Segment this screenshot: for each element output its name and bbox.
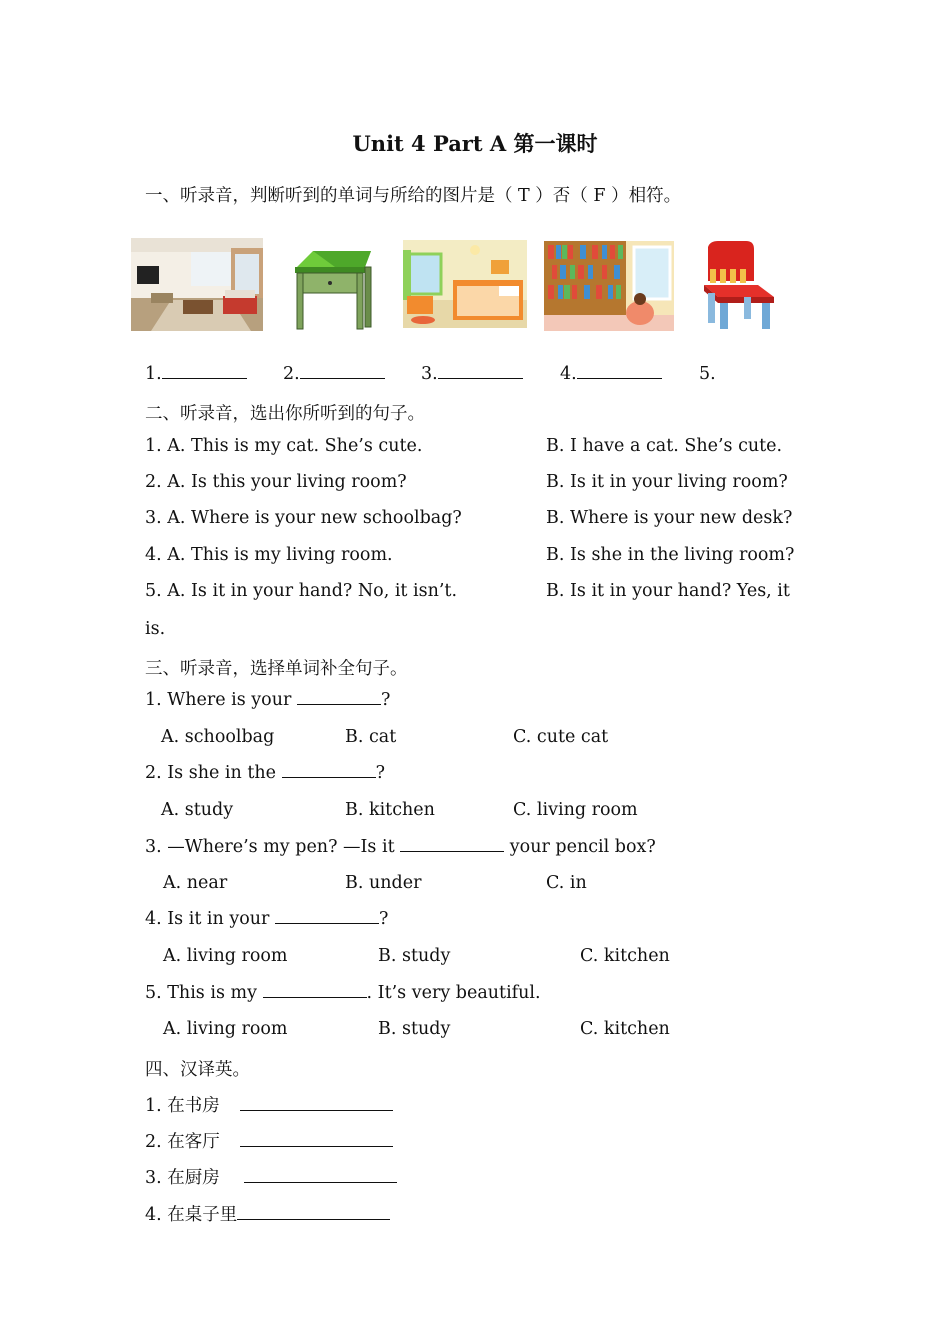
chair-picture-icon	[700, 239, 776, 331]
desk-picture-icon	[289, 249, 375, 331]
s3-question-3: 3. —Where’s my pen? —Is it your pencil box?	[145, 837, 656, 857]
answer-4[interactable]: 4.	[560, 364, 662, 384]
s2-q2-option-a[interactable]: 2. A. Is this your living room?	[145, 472, 407, 492]
s3-q1-option-b[interactable]: B. cat	[345, 727, 397, 747]
s2-q4-option-b[interactable]: B. Is she in the living room?	[546, 545, 795, 565]
s4-item-3[interactable]: 3. 在厨房	[145, 1164, 397, 1189]
section2-heading: 二、听录音，选出你所听到的句子。	[145, 404, 425, 424]
s3-q1-option-a[interactable]: A. schoolbag	[161, 727, 275, 747]
answer-1[interactable]: 1.	[145, 364, 247, 384]
s3-question-4: 4. Is it in your ?	[145, 909, 389, 929]
s2-q4-option-a[interactable]: 4. A. This is my living room.	[145, 545, 393, 565]
s3-q2-option-b[interactable]: B. kitchen	[345, 800, 435, 820]
s2-q3-option-b[interactable]: B. Where is your new desk?	[546, 508, 793, 528]
s2-q1-option-a[interactable]: 1. A. This is my cat. She’s cute.	[145, 436, 423, 456]
s2-q3-option-a[interactable]: 3. A. Where is your new schoolbag?	[145, 508, 462, 528]
s3-question-1: 1. Where is your ?	[145, 690, 391, 710]
study-picture-icon	[544, 241, 674, 331]
page-title: Unit 4 Part A 第一课时	[352, 131, 598, 156]
answer-2[interactable]: 2.	[283, 364, 385, 384]
s3-q3-option-a[interactable]: A. near	[163, 873, 228, 893]
s3-question-5: 5. This is my . It’s very beautiful.	[145, 983, 541, 1003]
s3-q5-option-c[interactable]: C. kitchen	[580, 1019, 670, 1039]
s3-q4-option-a[interactable]: A. living room	[163, 946, 288, 966]
s3-q3-option-b[interactable]: B. under	[345, 873, 422, 893]
s2-q1-option-b[interactable]: B. I have a cat. She’s cute.	[546, 436, 783, 456]
section4-heading: 四、汉译英。	[145, 1060, 250, 1080]
s4-item-4[interactable]: 4. 在桌子里	[145, 1201, 390, 1226]
s3-q4-option-b[interactable]: B. study	[378, 946, 451, 966]
s3-q2-option-c[interactable]: C. living room	[513, 800, 638, 820]
bedroom-picture-icon	[403, 240, 527, 328]
living-room-picture-icon	[131, 238, 263, 331]
s3-q5-option-a[interactable]: A. living room	[163, 1019, 288, 1039]
answer-5[interactable]: 5.	[699, 364, 716, 384]
s4-item-1[interactable]: 1. 在书房	[145, 1092, 393, 1117]
s3-q3-option-c[interactable]: C. in	[546, 873, 587, 893]
s3-q2-option-a[interactable]: A. study	[161, 800, 234, 820]
s2-q5-option-b-wrap: is.	[145, 619, 166, 639]
s4-item-2[interactable]: 2. 在客厅	[145, 1128, 393, 1153]
answer-3[interactable]: 3.	[421, 364, 523, 384]
s3-q4-option-c[interactable]: C. kitchen	[580, 946, 670, 966]
s2-q5-option-b[interactable]: B. Is it in your hand? Yes, it	[546, 581, 790, 601]
section1-heading: 一、听录音，判断听到的单词与所给的图片是（ T ）否（ F ）相符。	[145, 186, 682, 206]
s2-q5-option-a[interactable]: 5. A. Is it in your hand? No, it isn’t.	[145, 581, 458, 601]
s3-q5-option-b[interactable]: B. study	[378, 1019, 451, 1039]
s2-q2-option-b[interactable]: B. Is it in your living room?	[546, 472, 788, 492]
s3-q1-option-c[interactable]: C. cute cat	[513, 727, 609, 747]
section3-heading: 三、听录音，选择单词补全句子。	[145, 659, 408, 679]
s3-question-2: 2. Is she in the ?	[145, 763, 385, 783]
